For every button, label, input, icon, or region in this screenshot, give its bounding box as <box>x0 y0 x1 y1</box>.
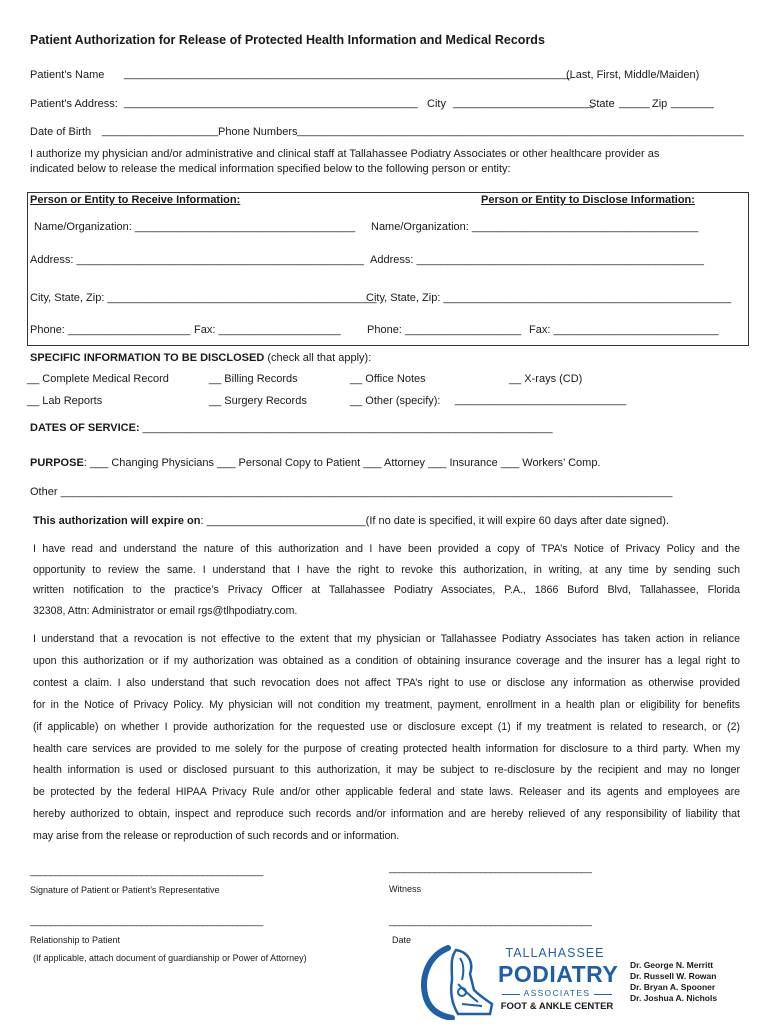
disclose-address-field[interactable]: Address: _______________________________________________ <box>370 254 704 266</box>
logo-line-associates: ASSOCIATES <box>523 988 591 998</box>
paragraph-line: health care services are provided to me solely for the purpose of creating protected health information for disclosure to a third party. When my <box>33 742 740 755</box>
doctor-name: Dr. Joshua A. Nichols <box>630 993 718 1003</box>
option-lab-reports[interactable]: __ Lab Reports <box>27 395 103 407</box>
disclose-heading: Person or Entity to Disclose Information: <box>481 194 695 206</box>
logo-line-foot-ankle: FOOT & ANKLE CENTER <box>500 1001 614 1012</box>
expire-note: (If no date is specified, it will expire 60 days after date signed). <box>365 515 669 527</box>
doctor-name: Dr. George N. Merritt <box>630 960 714 970</box>
signature-label: Signature of Patient or Patient’s Representative <box>30 885 220 895</box>
entities-box <box>27 192 749 346</box>
patient-address-field[interactable]: ________________________________________________ <box>124 97 418 109</box>
paragraph-line: hereby authorized to obtain, inspect and reproduce such records and/or information and are hereby relieved of any responsibility of liability that <box>33 808 740 821</box>
city-label: City <box>427 98 446 110</box>
zip-label: Zip <box>652 98 668 110</box>
specific-info-title: SPECIFIC INFORMATION TO BE DISCLOSED <box>30 352 265 364</box>
practice-logo <box>418 944 619 1020</box>
expire-colon: : <box>200 515 207 527</box>
paragraph-line: contest a claim. I also understand that such revocation does not affect TPA’s right to use or disclose any information as otherwise provided <box>33 676 740 689</box>
other-label: Other <box>30 486 58 498</box>
paragraph-line: for in the Notice of Privacy Policy. My physician will not condition my treatment, payment, enrollment in a health plan or eligibility for benefits <box>33 698 740 711</box>
state-label: State <box>589 98 615 110</box>
specific-info-heading <box>30 352 371 364</box>
other-specify-field[interactable]: ____________________________ <box>455 394 627 406</box>
authorize-statement-line: I authorize my physician and/or administrative and clinical staff at Tallahassee Podiatry Associates or other healthcare provider as <box>30 148 660 160</box>
witness-label: Witness <box>389 884 422 894</box>
logo-line-podiatry: PODIATRY <box>498 961 619 987</box>
signature-field[interactable]: ______________________________________________ <box>30 866 263 877</box>
relationship-field[interactable]: ______________________________________________ <box>30 916 263 927</box>
paragraph-line: may arise from the release or reproduction of such records and or information. <box>33 830 400 843</box>
expire-row <box>33 515 669 527</box>
doctor-name: Dr. Russell W. Rowan <box>630 971 717 981</box>
paragraph-line: (if applicable) on whether I provide authorization for the requested use or disclosure except (1) if my treatment is related to research, or (2) <box>33 720 740 733</box>
paragraph-line: I have read and understand the nature of this authorization and I have been provided a copy of TPA’s Notice of Privacy Policy and the <box>33 543 740 555</box>
purpose-row <box>30 457 601 469</box>
disclose-city-field[interactable]: City, State, Zip: _______________________________________________ <box>366 292 731 304</box>
receive-address-field[interactable]: Address: _______________________________________________ <box>30 254 364 266</box>
dates-of-service-label: DATES OF SERVICE: <box>30 422 140 434</box>
relationship-label: Relationship to Patient <box>30 935 121 945</box>
receive-city-field[interactable]: City, State, Zip: ____________________________________________ <box>30 292 377 304</box>
patient-name-hint: (Last, First, Middle/Maiden) <box>566 69 700 81</box>
purpose-options[interactable]: : ___ Changing Physicians ___ Personal Copy to Patient ___ Attorney ___ Insurance ___ Workers’ Comp. <box>83 457 601 469</box>
authorize-statement-line: indicated below to release the medical information specified below to the following person or entity: <box>30 163 511 175</box>
page-title: Patient Authorization for Release of Protected Health Information and Medical Records <box>30 33 545 47</box>
zip-field[interactable]: _______ <box>671 97 714 109</box>
patient-name-field[interactable]: _________________________________________________________________________ <box>124 68 571 80</box>
logo-rule-right <box>594 994 612 995</box>
option-office-notes[interactable]: __ Office Notes <box>350 373 426 385</box>
paragraph-line: be protected by the federal HIPAA Privacy Rule and/or other applicable federal and state laws. Releaser and its agents and employees are <box>33 786 740 799</box>
option-other-specify[interactable]: __ Other (specify): <box>350 395 441 407</box>
expire-date-field[interactable]: __________________________ <box>206 515 366 527</box>
receive-name-field[interactable]: Name/Organization: ____________________________________ <box>34 221 356 233</box>
receive-fax-field[interactable]: Fax: ____________________ <box>194 324 341 336</box>
patient-address-label: Patient’s Address: <box>30 98 118 110</box>
purpose-label: PURPOSE <box>30 457 84 469</box>
receive-phone-field[interactable]: Phone: ____________________ <box>30 324 191 336</box>
paragraph-line: health information is used or disclosed pursuant to this authorization, it may be subject to re-disclosure by the recipient and may no longer <box>33 764 740 777</box>
patient-name-label: Patient’s Name <box>30 69 105 81</box>
other-field[interactable]: ____________________________________________________________________________________________________ <box>60 486 673 498</box>
foot-ankle-logo-icon <box>418 944 498 1020</box>
attach-note: (If applicable, attach document of guardianship or Power of Attorney) <box>33 953 307 963</box>
doctor-list <box>630 960 717 1004</box>
acknowledgement-paragraph <box>33 539 740 621</box>
disclose-phone-field[interactable]: Phone: ___________________ <box>367 324 522 336</box>
other-row <box>30 486 672 498</box>
paragraph-line: 32308, Attn: Administrator or email rgs@tlhpodiatry.com. <box>33 604 298 617</box>
receive-heading: Person or Entity to Receive Information: <box>30 194 241 206</box>
option-complete-medical-record[interactable]: __ Complete Medical Record <box>27 373 169 385</box>
option-surgery-records[interactable]: __ Surgery Records <box>209 395 307 407</box>
date-label: Date <box>392 935 412 945</box>
disclose-name-field[interactable]: Name/Organization: _____________________________________ <box>371 221 699 233</box>
option-billing-records[interactable]: __ Billing Records <box>209 373 298 385</box>
paragraph-line: upon this authorization or if my authorization was obtained as a condition of obtaining insurance coverage and the insurer has a legal right to <box>33 654 740 667</box>
paragraph-line: opportunity to review the same. I understand that I have the right to revoke this authorization, in writing, at any time by sending such <box>33 563 740 576</box>
phone-numbers-label: Phone Numbers <box>218 126 298 138</box>
logo-rule-left <box>502 994 520 995</box>
specific-info-hint: (check all that apply): <box>267 352 372 364</box>
paragraph-line: I understand that a revocation is not effective to the extent that my physician or Tallahassee Podiatry Associates has taken action in reliance <box>33 633 740 645</box>
dates-of-service-row <box>30 422 553 434</box>
phone-numbers-field[interactable]: _________________________________________________________________________ <box>297 125 744 137</box>
paragraph-line: written notification to the practice’s Privacy Officer at Tallahassee Podiatry Associates, P.A., 1866 Buford Blvd, Tallahassee, Florida <box>33 584 740 597</box>
dob-label: Date of Birth <box>30 126 92 138</box>
option-xrays[interactable]: __ X-rays (CD) <box>509 373 583 385</box>
expire-label: This authorization will expire on <box>33 515 201 527</box>
disclose-fax-field[interactable]: Fax: ___________________________ <box>529 324 719 336</box>
date-field[interactable]: ________________________________________ <box>389 916 592 927</box>
dob-field[interactable]: ___________________ <box>102 125 219 137</box>
witness-field[interactable]: ________________________________________ <box>389 863 592 874</box>
logo-line-tallahassee: TALLAHASSEE <box>505 946 605 960</box>
city-field[interactable]: _______________________ <box>453 97 594 109</box>
dates-of-service-field[interactable]: ___________________________________________________________________ <box>142 422 553 434</box>
state-field[interactable]: _____ <box>619 97 650 109</box>
doctor-name: Dr. Bryan A. Spooner <box>630 982 716 992</box>
revocation-paragraph <box>33 629 740 848</box>
